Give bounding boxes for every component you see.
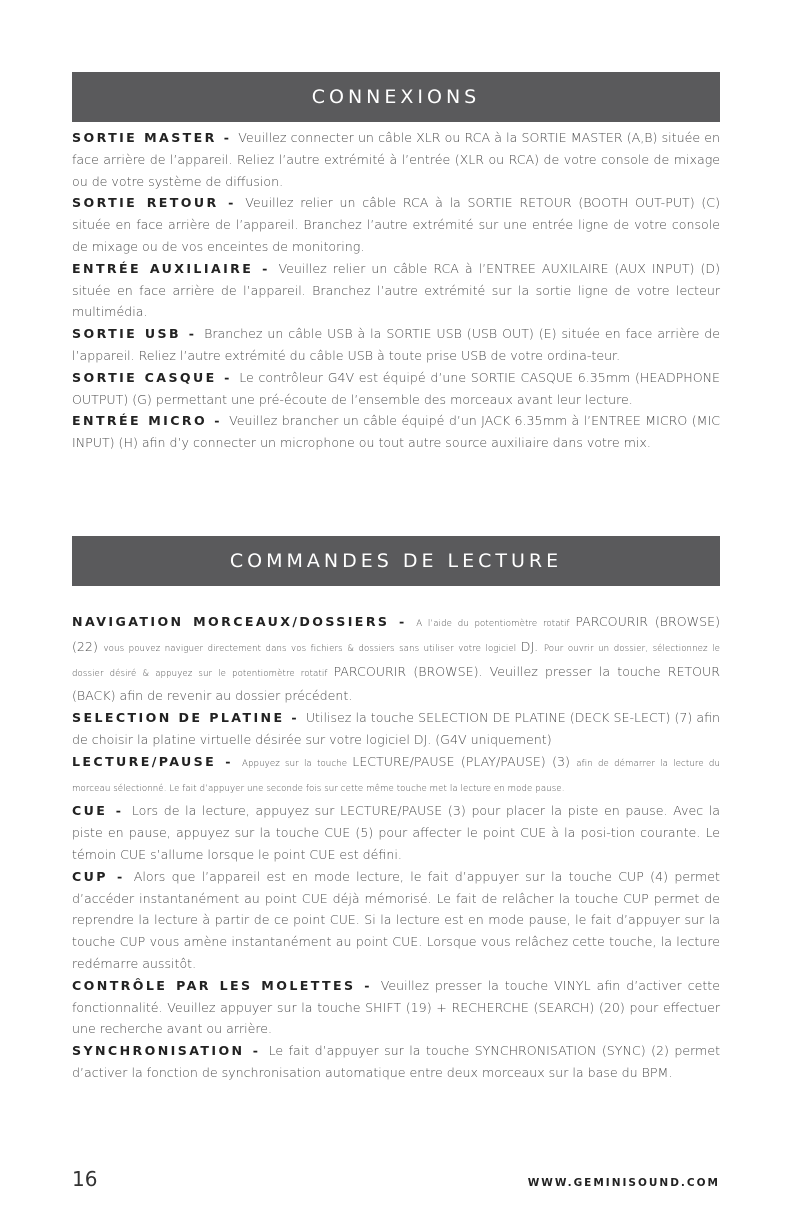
entry-text: Le fait d’appuyer sur la touche SYNCHRONISATION (SYNC) (2) permet d’activer la fonction de synchronisation automatique entre deux morceaux sur la base du BPM. <box>72 1043 721 1080</box>
section-title: COMMANDES DE LECTURE <box>229 550 563 572</box>
entry-text: Utilisez la touche SELECTION DE PLATINE (DECK SE-LECT) (7) afin de choisir la platine virtuelle désirée sur votre logiciel DJ. (G4V uniquement) <box>72 710 720 747</box>
entry-text: PARCOURIR (BROWSE). Veuillez presser la touche RETOUR (BACK) afin de revenir au dossier précédent. <box>72 663 720 704</box>
entry-text: vous pouvez naviguer directement dans vos fichiers & dossiers sans utiliser votre logiciel <box>103 643 521 654</box>
entry-term: SYNCHRONISATION - <box>72 1043 269 1059</box>
entry-term: LECTURE/PAUSE - <box>72 753 243 769</box>
commande-entry-cue <box>72 800 720 865</box>
entry-text: Veuillez relier un câble RCA à la SORTIE RETOUR (BOOTH OUT-PUT) (C) située en face arrière de l’appareil. Branchez l’autre extrémité sur une entrée ligne de votre console de mixage ou de vos enceintes de monitoring. <box>72 195 721 254</box>
entry-term: ENTRÉE MICRO - <box>72 413 230 429</box>
entry-term: ENTRÉE AUXILIAIRE - <box>72 260 279 276</box>
section-banner-commandes <box>72 536 720 586</box>
connexion-entry <box>72 192 720 257</box>
entry-text: DJ. <box>520 638 544 654</box>
entry-text: Le contrôleur G4V est équipé d’une SORTIE CASQUE 6.35mm (HEADPHONE OUTPUT) (G) permettant une pré-écoute de l’ensemble des morceaux avant leur lecture. <box>72 369 720 407</box>
website-url: WWW.GEMINISOUND.COM <box>527 1177 720 1189</box>
entry-term: CUE - <box>72 803 132 819</box>
commande-entry-navigation <box>72 611 720 707</box>
entry-text: Veuillez connecter un câble XLR ou RCA à la SORTIE MASTER (A,B) située en face arrière de l’appareil. Reliez l’autre extrémité à l’entrée (XLR ou RCA) de votre console de mixage ou de votre système de diffusion. <box>72 130 720 189</box>
entry-term: CONTRÔLE PAR LES MOLETTES - <box>72 977 381 993</box>
connexion-entry <box>72 127 720 192</box>
entry-text: LECTURE/PAUSE (PLAY/PAUSE) (3) <box>352 753 577 769</box>
section-title: CONNEXIONS <box>311 86 481 108</box>
connexion-entry <box>72 367 720 411</box>
entry-text: Veuillez relier un câble RCA à l’ENTREE AUXILAIRE (AUX INPUT) (D) située en face arrière de l’appareil. Branchez l’autre extrémité sur la sortie ligne de votre lecteur multimédia. <box>72 260 720 320</box>
entry-term: CUP - <box>72 868 134 884</box>
commande-entry-sync <box>72 1040 720 1084</box>
commande-entry-lecture <box>72 751 720 801</box>
entry-text: afin de démarrer la lecture du morceau sélectionné. Le fait d’appuyer une seconde fois sur cette même touche met la lecture en mode pause. <box>72 758 721 794</box>
entry-text: Branchez un câble USB à la SORTIE USB (USB OUT) (E) située en face arrière de l’appareil. Reliez l’autre extrémité du câble USB à toute prise USB de votre ordina-teur. <box>72 326 720 363</box>
page-number: 16 <box>72 1167 98 1191</box>
connexion-entry <box>72 258 720 323</box>
entry-text: Pour ouvrir un dossier, sélectionnez le dossier désiré & appuyez sur le potentiomètre rotatif <box>72 643 720 679</box>
section-banner-connexions <box>72 72 720 122</box>
entry-text: PARCOURIR (BROWSE) (22) <box>72 614 720 654</box>
entry-term: SELECTION DE PLATINE - <box>72 710 306 726</box>
entry-term: SORTIE RETOUR - <box>72 195 246 211</box>
entry-text: A l’aide du potentiomètre rotatif <box>416 619 576 629</box>
commande-entry-selection <box>72 707 720 751</box>
commande-entry-cup <box>72 866 720 975</box>
entry-term: NAVIGATION MORCEAUX/DOSSIERS - <box>72 614 417 629</box>
entry-term: SORTIE USB - <box>72 326 205 342</box>
entry-text: Appuyez sur la touche <box>242 758 353 769</box>
connexion-entry <box>72 410 720 454</box>
commande-entry-molettes <box>72 975 720 1040</box>
connexion-entry <box>72 323 720 367</box>
entry-term: SORTIE CASQUE - <box>72 369 240 385</box>
entry-text: Veuillez presser la touche VINYL afin d’activer cette fonctionnalité. Veuillez appuyer sur la touche SHIFT (19) + RECHERCHE (SEARCH) (20) pour effectuer une recherche avant ou arrière. <box>72 977 720 1037</box>
commandes-section <box>72 611 720 1084</box>
entry-text: Lors de la lecture, appuyez sur LECTURE/PAUSE (3) pour placer la piste en pause. Avec la piste en pause, appuyez sur la touche CUE (5) pour affecter le point CUE à la posi-tion courante. Le témoin CUE s’allume lorsque le point CUE est défini. <box>72 803 721 862</box>
entry-term: SORTIE MASTER - <box>72 130 239 145</box>
connexions-section <box>72 127 720 454</box>
entry-text: Veuillez brancher un câble équipé d’un JACK 6.35mm à l’ENTREE MICRO (MIC INPUT) (H) afin d’y connecter un microphone ou tout autre source auxiliaire dans votre mix. <box>72 413 720 451</box>
entry-text: Alors que l’appareil est en mode lecture, le fait d’appuyer sur la touche CUP (4) permet d’accéder instantanément au point CUE déjà mémorisé. Le fait de relâcher la touche CUP permet de reprendre la lecture à partir de ce point CUE. Si la lecture est en mode pause, le fait d’appuyer sur la touche CUP vous amène instantanément au point CUE. Lorsque vous relâchez cette touche, la lecture redémarre aussitôt. <box>72 868 720 971</box>
